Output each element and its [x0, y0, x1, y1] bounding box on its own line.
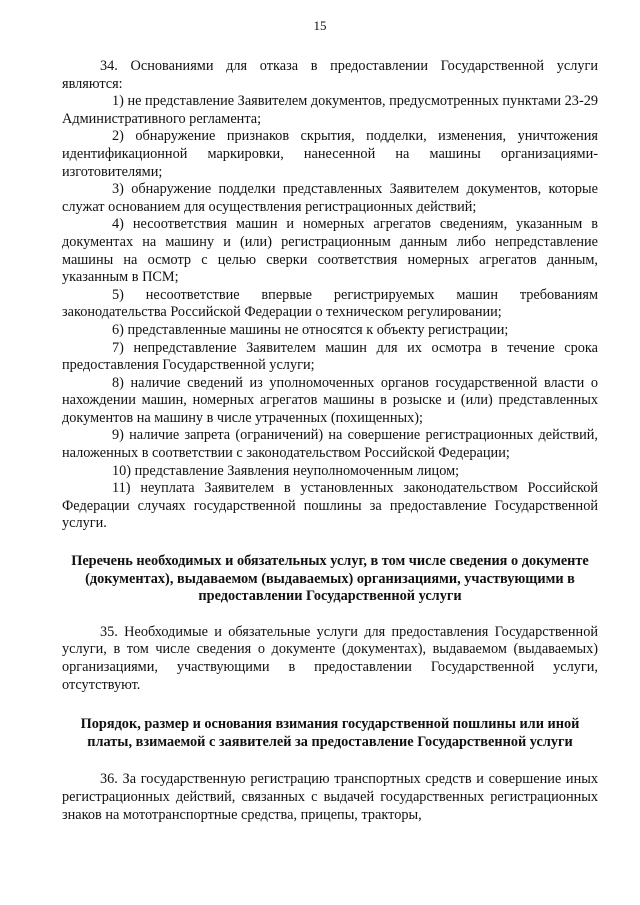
section-34-item-8: 8) наличие сведений из уполномоченных органов государственной власти о нахождении машин, номерных агрегатов машины в розыске и (или) представленных документов на машину в числе утраченных (похищенных);: [62, 374, 598, 426]
section-34-item-9: 9) наличие запрета (ограничений) на совершение регистрационных действий, наложенных в соответствии с законодательством Российской Федерации;: [62, 427, 598, 462]
section-heading-fees: Порядок, размер и основания взимания государственной пошлины или иной платы, взимаемой с заявителей за предоставление Государственной услуги: [80, 716, 580, 750]
document-body: [62, 58, 598, 824]
spacer: [62, 533, 598, 553]
section-heading-required-services: Перечень необходимых и обязательных услуг, в том числе сведения о документе (документах), выдаваемом (выдаваемых) организациями, участвующими в предоставлении Государственной услуги: [71, 553, 589, 605]
section-35-paragraph: 35. Необходимые и обязательные услуги для предоставления Государственной услуги, в том числе сведения о документе (документах), выдаваемом (выдаваемых) организациями, участвующими в предоставлении Государственной услуги, отсутствуют.: [62, 623, 598, 693]
spacer: [62, 694, 598, 716]
section-34-item-11: 11) неуплата Заявителем в установленных законодательством Российской Федерации случаях государственной пошлины за предоставление Государственной услуги.: [62, 480, 598, 532]
section-34-item-4: 4) несоответствия машин и номерных агрегатов сведениям, указанным в документах на машину и (или) регистрационным данным либо непредставление машины на осмотр с целью сверки соответствия номерных агрегатов данным, указанным в ПСМ;: [62, 216, 598, 286]
spacer: [62, 606, 598, 624]
section-34-item-2: 2) обнаружение признаков скрытия, подделки, изменения, уничтожения идентификационной маркировки, нанесенной на машины организациями-изготовителями;: [62, 128, 598, 180]
section-34-intro: 34. Основаниями для отказа в предоставлении Государственной услуги являются:: [62, 58, 598, 92]
section-36-paragraph: 36. За государственную регистрацию транспортных средств и совершение иных регистрационных действий, связанных с выдачей государственных регистрационных знаков на мототранспортные средства, прицепы, тракторы,: [62, 771, 598, 823]
spacer: [62, 751, 598, 771]
section-34-item-5: 5) несоответствие впервые регистрируемых машин требованиям законодательства Российской Федерации о техническом регулировании;: [62, 286, 598, 321]
section-34-item-6: 6) представленные машины не относятся к объекту регистрации;: [112, 321, 509, 338]
section-34-item-3: 3) обнаружение подделки представленных Заявителем документов, которые служат основанием для осуществления регистрационных действий;: [62, 181, 598, 215]
page-number: 15: [313, 18, 327, 33]
section-34-item-10: 10) представление Заявления неуполномоченным лицом;: [112, 462, 460, 479]
section-34-item-7: 7) непредставление Заявителем машин для их осмотра в течение срока предоставления Государственной услуги;: [62, 339, 598, 374]
section-34-item-1: 1) не представление Заявителем документов, предусмотренных пунктами 23-29 Административного регламента;: [62, 93, 599, 127]
